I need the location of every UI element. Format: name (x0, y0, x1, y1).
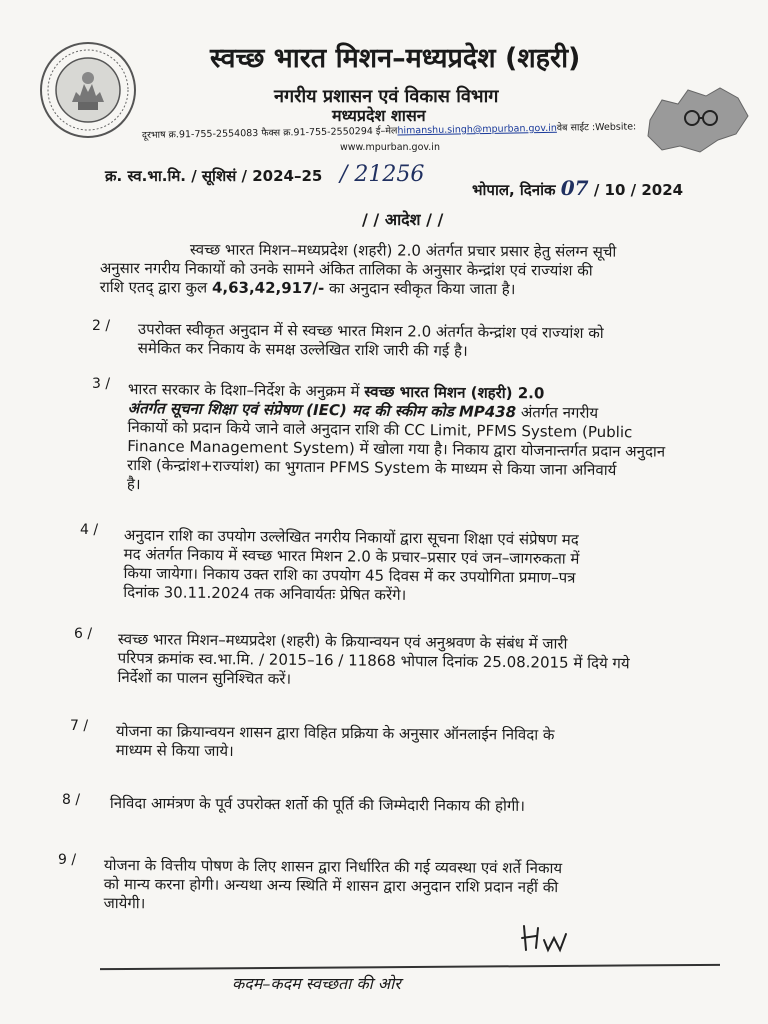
paragraph-9 (104, 856, 684, 917)
header-government: मध्यप्रदेश शासन (332, 106, 426, 125)
paragraph-line: निविदा आमंत्रण के पूर्व उपरोक्त शर्तो की पूर्ति की जिम्मेदारी निकाय की होगी। (109, 794, 525, 815)
paragraph-line: परिपत्र क्रमांक स्व.भा.मि. / 2015–16 / 11868 भोपाल दिनांक 25.08.2015 में दिये गये (117, 648, 630, 673)
paragraph-line: है। (126, 474, 141, 494)
total-amount: 4,63,42,917/- (211, 278, 325, 298)
paragraph-1 (100, 240, 720, 300)
paragraph-number: 4 / (80, 522, 99, 538)
paragraph-line: अंतर्गत सूचना शिक्षा एवं संप्रेषण (IEC) मद की स्कीम कोड MP438 अंतर्गत नगरीय (127, 398, 599, 422)
paragraph-line: मद अंतर्गत निकाय में स्वच्छ भारत मिशन 2.0 के प्रचार–प्रसार एवं जन–जागरुकता में (123, 544, 580, 568)
paragraph-6 (117, 630, 718, 693)
paragraph-number: 7 / (70, 718, 89, 734)
contact-email-link[interactable]: himanshu.singh@mpurban.gov.in (397, 122, 557, 137)
paragraph-line: Finance Management System) में खोला गया है। निकाय द्वारा योजनान्तर्गत प्रदान अनुदान (127, 436, 666, 461)
mp-government-seal-icon (38, 40, 138, 140)
paragraph-line: समेकित कर निकाय के समक्ष उल्लेखित राशि जारी की गई है। (137, 338, 468, 360)
footer-divider (100, 964, 720, 970)
paragraph-8 (110, 794, 710, 817)
reference-number: / 21256 (340, 162, 425, 187)
contact-phone: दूरभाष क्र.91-755-2554083 फैक्स क्र.91-755-2550294 ई–मेल (141, 125, 398, 141)
paragraph-line: राशि एतद् द्वारा कुल 4,63,42,917/- का अनुदान स्वीकृत किया जाता है। (99, 277, 516, 299)
website-link[interactable]: www.mpurban.gov.in (340, 142, 440, 153)
header-title: स्वच्छ भारत मिशन–मध्यप्रदेश (शहरी) (210, 43, 581, 74)
paragraph-line: उपरोक्त स्वीकृत अनुदान में से स्वच्छ भारत मिशन 2.0 अंतर्गत केन्द्रांश एवं राज्यांश को (137, 320, 604, 343)
paragraph-line: योजना के वित्तीय पोषण के लिए शासन द्वारा निर्धारित की गई व्यवस्था एवं शर्ते निकाय (103, 856, 563, 878)
paragraph-3 (127, 380, 720, 500)
date-day: 07 (560, 176, 589, 200)
paragraph-2 (138, 320, 723, 363)
paragraph-line: अनुदान राशि का उपयोग उल्लेखित नगरीय निकायों द्वारा सूचना शिक्षा एवं संप्रेषण मद (123, 526, 579, 549)
header-department: नगरीय प्रशासन एवं विकास विभाग (274, 86, 499, 107)
paragraph-7 (116, 722, 716, 765)
mp-map-logo-icon (640, 80, 755, 160)
paragraph-number: 3 / (92, 376, 111, 392)
paragraph-number: 9 / (58, 852, 77, 868)
paragraph-line: जायेगी। (103, 893, 146, 913)
signature-mark (520, 918, 580, 958)
paragraph-4 (123, 526, 720, 608)
paragraph-line: माध्यम से किया जाये। (115, 740, 234, 761)
paragraph-line: स्वच्छ भारत मिशन–मध्यप्रदेश (शहरी) के क्रियान्वयन एवं अनुश्रवण के संबंध में जारी (117, 630, 568, 653)
order-heading: / / आदेश / / (362, 210, 444, 229)
paragraph-line: निकायों को प्रदान किये जाने वाले अनुदान राशि की CC Limit, PFMS System (Public (127, 417, 633, 442)
date-prefix: भोपाल, दिनांक (472, 181, 556, 199)
paragraph-line: राशि (केन्द्रांश+राज्यांश) का भुगतान PFMS System के माध्यम से किया जाना अनिवार्य (127, 455, 617, 480)
paragraph-line: भारत सरकार के दिशा–निर्देश के अनुक्रम में स्वच्छ भारत मिशन (शहरी) 2.0 (127, 380, 545, 403)
contact-web-label: वेब साईट :Website: (556, 121, 637, 134)
paragraph-line: को मान्य करना होगी। अन्यथा अन्य स्थिति में शासन द्वारा अनुदान राशि प्रदान नहीं की (103, 874, 559, 897)
date-rest: / 10 / 2024 (593, 181, 684, 199)
paragraph-line: अनुसार नगरीय निकायों को उनके सामने अंकित तालिका के अनुसार केन्द्रांश एवं राज्यांश की (99, 258, 593, 280)
paragraph-number: 2 / (92, 318, 111, 334)
paragraph-number: 8 / (62, 792, 81, 808)
paragraph-number: 6 / (74, 626, 93, 642)
reference-prefix: क्र. स्व.भा.मि. / सूशिसं / 2024–25 (105, 167, 323, 185)
paragraph-line: निर्देशों का पालन सुनिश्चित करें। (117, 667, 292, 688)
paragraph-line: दिनांक 30.11.2024 तक अनिवार्यतः प्रेषित करेंगे। (123, 582, 407, 604)
paragraph-line: किया जायेगा। निकाय उक्त राशि का उपयोग 45 दिवस में कर उपयोगिता प्रमाण–पत्र (123, 563, 576, 587)
footer-slogan: कदम–कदम स्वच्छता की ओर (232, 974, 401, 993)
reference-date (472, 176, 683, 200)
paragraph-line: स्वच्छ भारत मिशन–मध्यप्रदेश (शहरी) 2.0 अंतर्गत प्रचार प्रसार हेतु संलग्न सूची (189, 240, 617, 261)
paragraph-line: योजना का क्रियान्वयन शासन द्वारा विहित प्रक्रिया के अनुसार ऑनलाईन निविदा के (115, 722, 555, 744)
